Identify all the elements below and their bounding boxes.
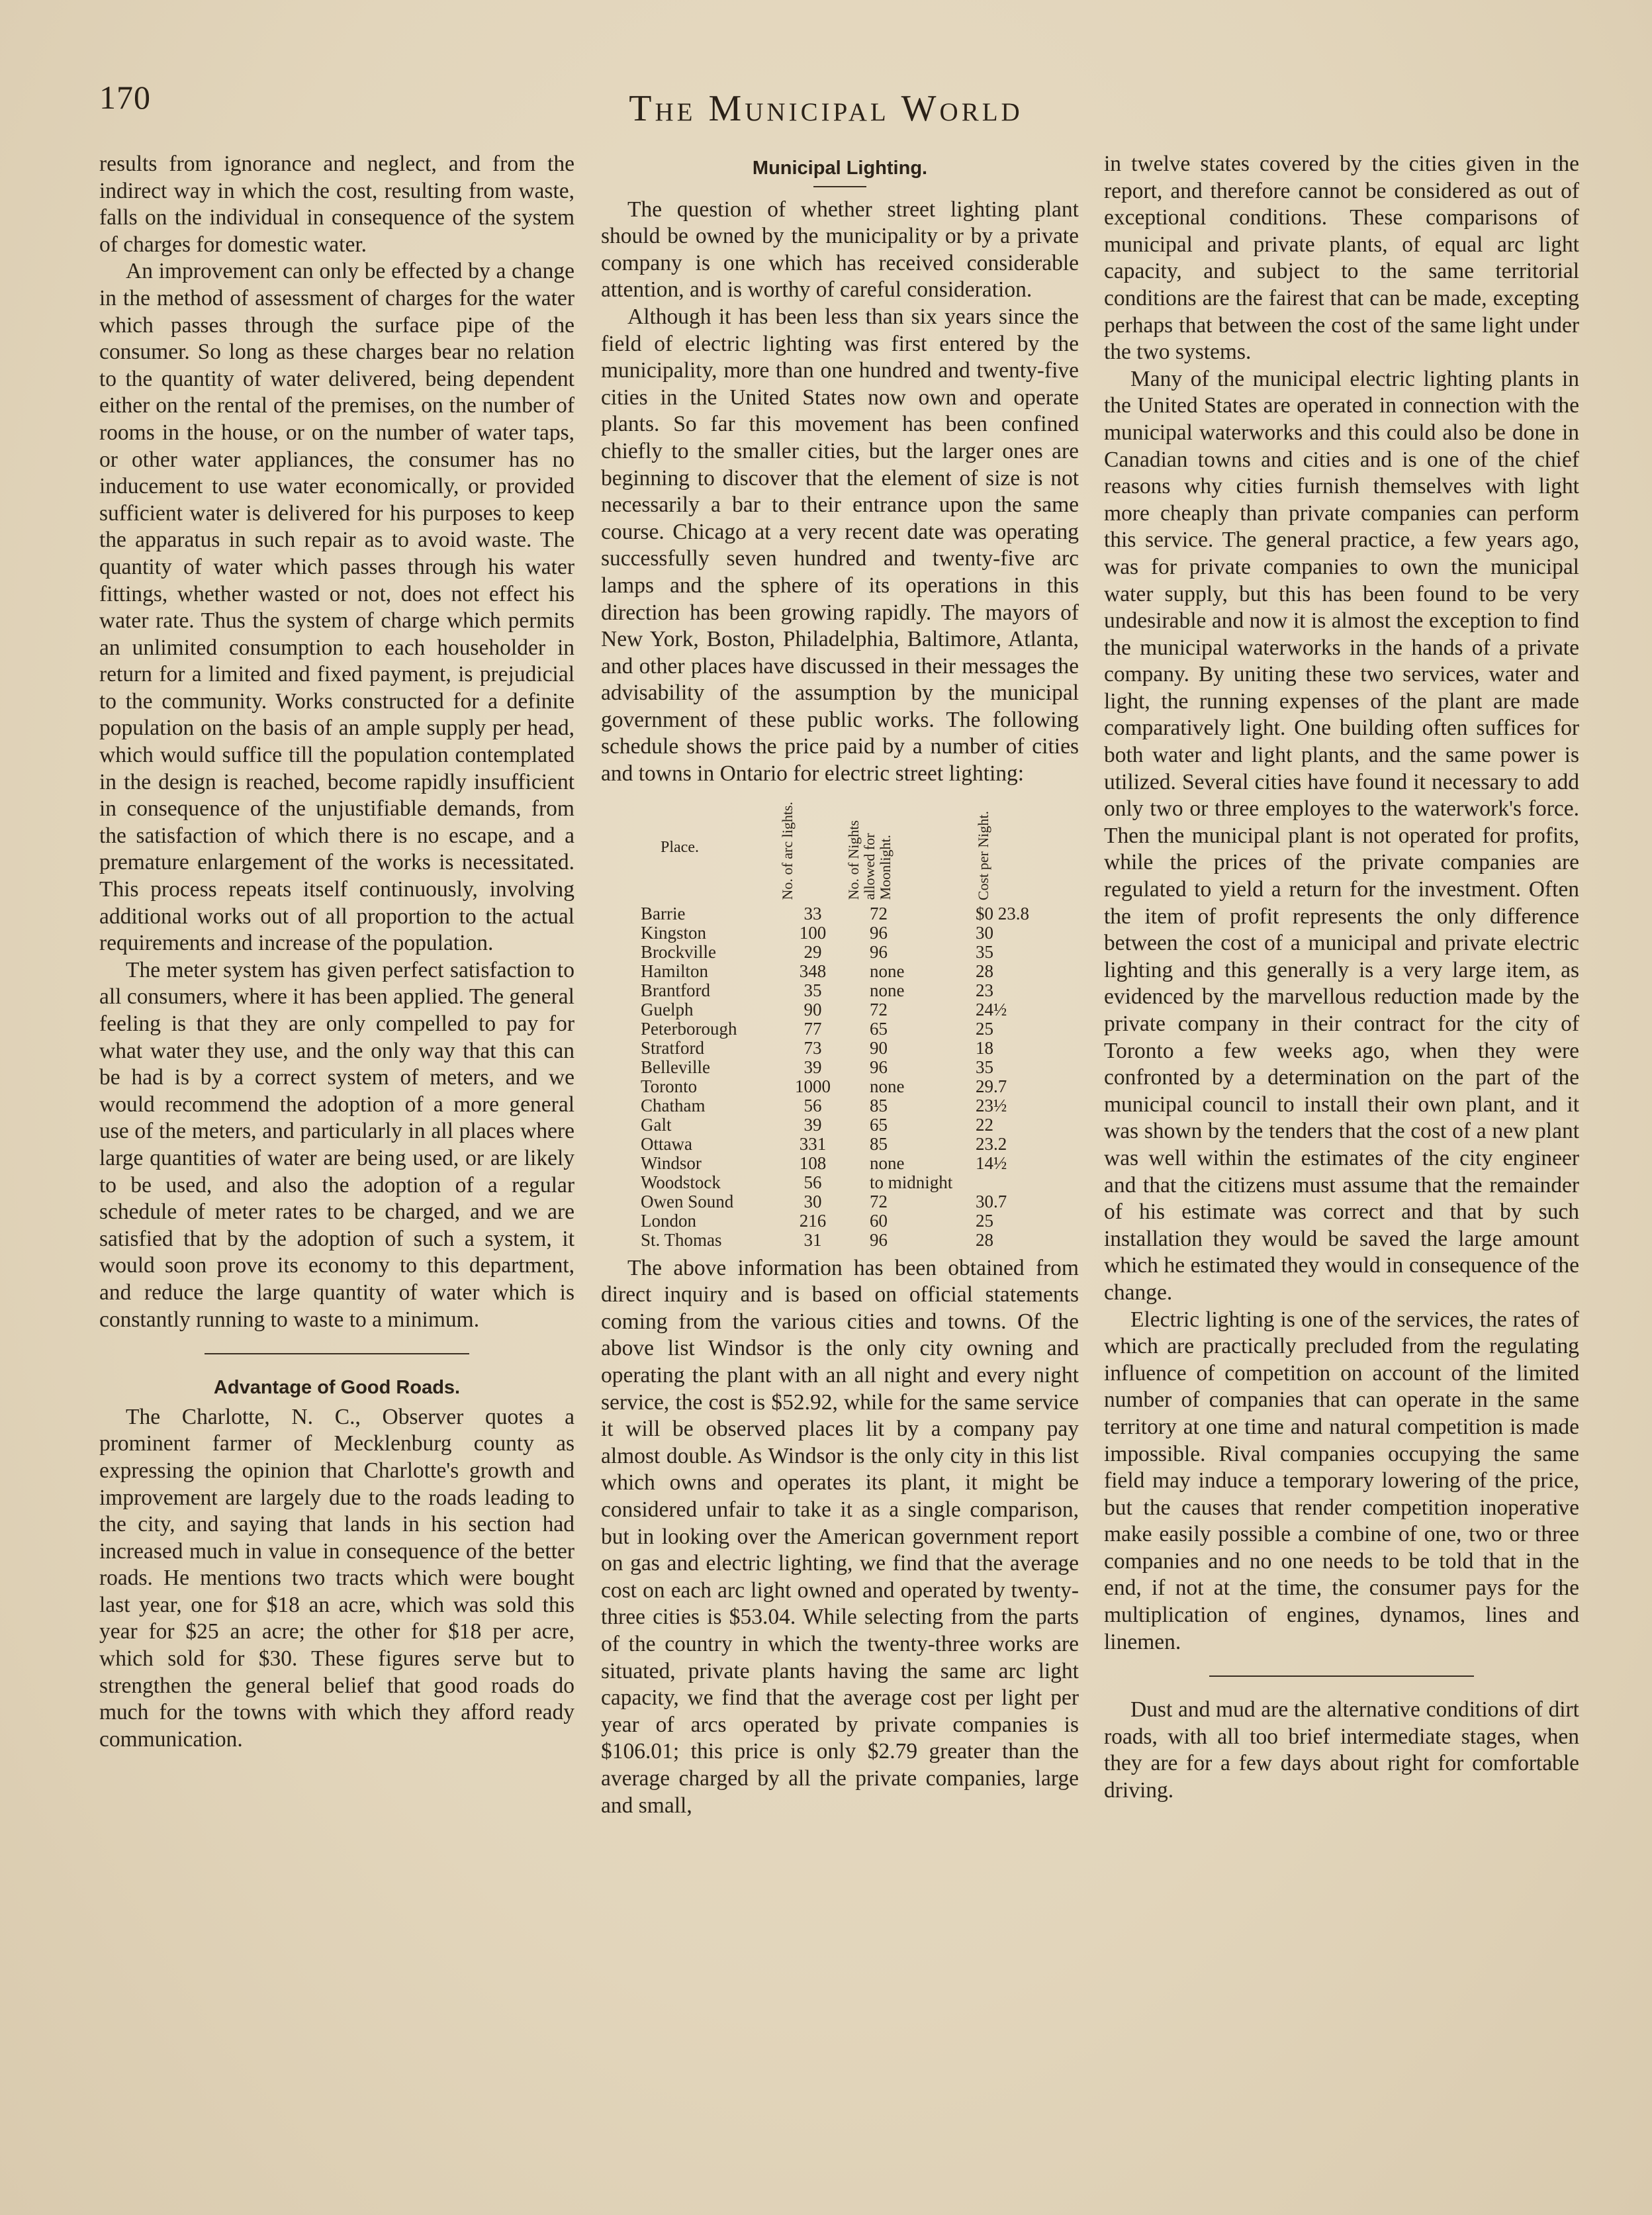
cell-cost: 29.7 (976, 1076, 1007, 1096)
cell-place: Barrie (641, 903, 686, 923)
cell-place: Chatham (641, 1095, 706, 1115)
cell-place: Brockville (641, 941, 716, 962)
article-paragraph: An improvement can only be effected by a change in the method of assessment of charges for the water which passes through the surface pipe of the consumer. So long as these charges bear no relation to the quantity of water delivered, being dependent either on the rental of the premises, on the number of rooms in the house, or on the number of water taps, or other water appliances, the consumer has no inducement to use water economically, or provided sufficient water is delivered for his purposes to keep the apparatus in such repair as to avoid waste. The quantity of water which passes through his water fittings, whether wasted or not, does not effect his water rate. Thus the system of charge which permits an unlimited consumption to each householder in return for a limited and fixed payment, is prejudicial to the community. Works constructed for a definite population on the basis of an ample supply per head, which would suffice till the population contemplated in the design is reached, become rapidly insufficient in consequence of the unjustifiable demands, from the satisfaction of which there is no escape, and a premature enlargement of the works is necessitated. This process repeats itself continuously, involving additional works out of all proportion to the actual requirements and increase of the population. (99, 259, 574, 956)
cell-place: Guelph (641, 999, 694, 1019)
cell-moonlight-nights: 96 (870, 1057, 888, 1077)
left-column (99, 151, 574, 1753)
cell-arc-lights: 35 (803, 980, 822, 1000)
cell-arc-lights: 39 (803, 1057, 822, 1077)
table-row (601, 1019, 1079, 1039)
table-row (601, 943, 1079, 962)
cell-cost: 35 (976, 941, 993, 962)
cell-arc-lights: 56 (803, 1095, 822, 1115)
article-paragraph: Electric lighting is one of the services, the rates of which are practically precluded from the regulating influence of competition on account of the limited number of companies that can operate in the same territory at one time and natural competition is made impossible. Rival companies occupying the same field may induce a temporary lowering of the price, but the causes that render competition inoperative make easily possible a combine of one, two or three companies and no one needs to be told that in the end, if not at the time, the consumer pays for the multiplication of engines, dynamos, lines and linemen. (1104, 1307, 1579, 1654)
section-divider (205, 1353, 469, 1354)
article-paragraph: in twelve states covered by the cities given in the report, and therefore cannot be considered as out of exceptional conditions. These comparisons of municipal and private plants, of equal arc light capacity, and subject to the same territorial conditions are the fairest that can be made, excepting perhaps that between the cost of the same light under the two systems. (1104, 152, 1579, 365)
cell-arc-lights: 73 (803, 1037, 822, 1058)
cell-arc-lights: 30 (803, 1191, 822, 1211)
cell-moonlight-nights: 85 (870, 1095, 888, 1115)
cell-moonlight-nights: 65 (870, 1114, 888, 1135)
cell-place: Toronto (641, 1076, 698, 1096)
cell-cost: 18 (976, 1037, 993, 1058)
cell-cost: 22 (976, 1114, 993, 1135)
cell-arc-lights: 31 (803, 1229, 822, 1250)
cell-moonlight-nights: 72 (870, 903, 888, 923)
table-row (601, 1231, 1079, 1250)
cell-place: Owen Sound (641, 1191, 734, 1211)
cell-arc-lights: 33 (803, 903, 822, 923)
cell-moonlight-nights: to midnight (870, 1172, 953, 1192)
article-paragraph: Dust and mud are the alternative conditions of dirt roads, with all too brief intermediate stages, when they are for a few days about right for comfortable driving. (1104, 1697, 1579, 1803)
section-divider (1209, 1675, 1474, 1677)
table-row (601, 1154, 1079, 1173)
heading-rule (813, 186, 866, 187)
table-row (601, 1192, 1079, 1211)
cell-cost: 24½ (976, 999, 1007, 1019)
cell-moonlight-nights: 72 (870, 999, 888, 1019)
page-number: 170 (99, 79, 151, 116)
article-paragraph: The meter system has given perfect satisfaction to all consumers, where it has been applied. The general feeling is that they are only compelled to pay for what water they use, and the only way that this can be had is by a correct system of meters, and we would recommend the adoption of a more general use of the meters, and particularly in all places where large quantities of water are being used, or are likely to be used, and also the adoption of a regular schedule of meter rates to be charged, and we are satisfied that by the adoption of such a system, it would soon prove its economy to this department, and reduce the large quantity of water which is constantly running to waste to a minimum. (99, 957, 574, 1332)
cell-cost: 28 (976, 961, 993, 981)
cell-arc-lights: 331 (799, 1133, 827, 1154)
roads-heading: Advantage of Good Roads. (213, 1377, 461, 1399)
cell-moonlight-nights: 96 (870, 941, 888, 962)
cell-moonlight-nights: 72 (870, 1191, 888, 1211)
cell-moonlight-nights: 96 (870, 922, 888, 943)
cell-cost: 25 (976, 1210, 993, 1231)
table-header-row (601, 792, 1079, 904)
lighting-table (601, 792, 1079, 1250)
cell-moonlight-nights: none (870, 1076, 905, 1096)
cell-moonlight-nights: 90 (870, 1037, 888, 1058)
table-row (601, 1173, 1079, 1192)
cell-place: Kingston (641, 922, 707, 943)
article-paragraph: The question of whether street lighting plant should be owned by the municipality or by a private company is one which has received considerable attention, and is worthy of careful consideration. (601, 197, 1079, 303)
cell-cost (976, 1173, 1079, 1192)
cell-cost: 30.7 (976, 1191, 1007, 1211)
cell-place: Brantford (641, 980, 710, 1000)
cell-place: St. Thomas (641, 1229, 722, 1250)
header-arc-lights: No. of arc lights. (779, 802, 796, 900)
cell-arc-lights: 56 (803, 1172, 822, 1192)
article-paragraph: Many of the municipal electric lighting plants in the United States are operated in connection with the municipal waterworks and this could also be done in Canadian towns and cities and is one of the chief reasons why cities furnish themselves with light more cheaply than private companies can perform this service. The general practice, a few years ago, was for private companies to own the municipal water supply, but this has been found to be very undesirable and now it is almost the exception to find the municipal waterworks in the hands of a private company. By uniting these two services, water and light, the running expenses of the plant are made comparatively light. One building often suffices for both water and light plants, and the same power is utilized. Several cities have found it necessary to add only two or three employes to the waterwork's force. Then the municipal plant is not operated for profits, while the prices of the private companies are regulated to yield a return for the investment. Often the item of profit represents the only difference between the cost of a municipal and private electric lighting and this generally is a very large item, as evidenced by the marvellous reduction made by the private company in their contract for the city of Toronto a few weeks ago, when they were confronted by a determination on the part of the municipal council to install their own plant, and it was shown by the tenders that the cost of a new plant was well within the estimates of the city engineer and that the citizens must assume that the remainder of his estimate was correct and that by such installation they would be saved the large amount which he estimated they would in consequence of the change. (1104, 366, 1579, 1305)
cell-arc-lights: 39 (803, 1114, 822, 1135)
cell-place: Woodstock (641, 1172, 721, 1192)
table-row (601, 1039, 1079, 1058)
cell-place: Peterborough (641, 1018, 737, 1039)
masthead-title: The Municipal World (629, 88, 1023, 129)
cell-place: Windsor (641, 1153, 702, 1173)
article-paragraph: The Charlotte, N. C., Observer quotes a prominent farmer of Mecklenburg county as expressing the opinion that Charlotte's growth and improvement are largely due to the roads leading to the city, and saying that lands in his section had increased much in value in consequence of the better roads. He mentions two tracts which were bought last year, one for $18 an acre, which was sold this year for $25 an acre; the other for $18 per acre, which sold for $30. These figures serve but to strengthen the general belief that good roads do much for the towns with which they afford ready communication. (99, 1404, 574, 1752)
cell-cost: 23½ (976, 1095, 1007, 1115)
table-row (601, 923, 1079, 943)
cell-arc-lights: 1000 (795, 1076, 831, 1096)
table-body (601, 904, 1079, 1250)
header-place: Place. (661, 839, 699, 857)
cell-cost: 25 (976, 1018, 993, 1039)
cell-place: London (641, 1210, 696, 1231)
cell-place: Galt (641, 1114, 672, 1135)
article-paragraph: results from ignorance and neglect, and from the indirect way in which the cost, resulting from waste, falls on the individual in consequence of the system of charges for domestic water. (99, 152, 574, 257)
cell-cost: 23 (976, 980, 993, 1000)
middle-column (601, 151, 1079, 1819)
cell-moonlight-nights: 60 (870, 1210, 888, 1231)
cell-cost: $0 23.8 (976, 903, 1029, 923)
cell-moonlight-nights: 85 (870, 1133, 888, 1154)
cell-arc-lights: 348 (799, 961, 827, 981)
table-row (601, 962, 1079, 981)
article-paragraph: The above information has been obtained from direct inquiry and is based on official statements coming from the various cities and towns. Of the above list Windsor is the only city owning and operating the plant with an all night and every night service, the cost is $52.92, while for the same service it will be observed places lit by a company pay almost double. As Windsor is the only city in this list which owns and operates its plant, it might be considered unfair to take it as a single comparison, but in looking over the American government report on gas and electric lighting, we find that the average cost on each arc light owned and operated by twenty-three cities is $53.04. While selecting from the parts of the country in which the twenty-three works are situated, private plants having the same arc light capacity, we find that the average cost per light per year of arcs operated by private companies is $106.01; this price is only $2.79 greater than the average charged by all the private companies, large and small, (601, 1255, 1079, 1818)
table-row (601, 1077, 1079, 1096)
lighting-heading: Municipal Lighting. (752, 158, 928, 179)
cell-cost: 28 (976, 1229, 993, 1250)
cell-moonlight-nights: none (870, 961, 905, 981)
table-row (601, 904, 1079, 923)
table-row (601, 1096, 1079, 1115)
cell-cost: 35 (976, 1057, 993, 1077)
cell-arc-lights: 77 (803, 1018, 822, 1039)
table-row (601, 981, 1079, 1000)
cell-arc-lights: 108 (799, 1153, 827, 1173)
cell-arc-lights: 100 (799, 922, 827, 943)
cell-cost: 14½ (976, 1153, 1007, 1173)
cell-place: Belleville (641, 1057, 710, 1077)
header-moonlight-nights: No. of Nights allowed for Moonlight. (845, 820, 894, 900)
table-row (601, 1135, 1079, 1154)
cell-place: Stratford (641, 1037, 704, 1058)
table-row (601, 1000, 1079, 1019)
header-cost-per-night: Cost per Night. (975, 810, 991, 900)
cell-place: Hamilton (641, 961, 708, 981)
article-paragraph: Although it has been less than six years since the field of electric lighting was first entered by the municipality, more than one hundred and twenty-five cities in the United States now own and operate plants. So far this movement has been confined chiefly to the smaller cities, but the larger ones are beginning to discover that the element of size is not necessarily a bar to their entrance upon the same course. Chicago at a very recent date was operating successfully seven hundred and twenty-five arc lamps and the sphere of its operations in this direction has been growing rapidly. The mayors of New York, Boston, Philadelphia, Baltimore, Atlanta, and other places have discussed in their messages the advisability of the assumption by the municipal government of these public works. The following schedule shows the price paid by a number of cities and towns in Ontario for electric street lighting: (601, 304, 1079, 786)
cell-place: Ottawa (641, 1133, 692, 1154)
cell-moonlight-nights: 65 (870, 1018, 888, 1039)
cell-cost: 30 (976, 922, 993, 943)
table-row (601, 1211, 1079, 1231)
table-row (601, 1058, 1079, 1077)
cell-moonlight-nights: none (870, 1153, 905, 1173)
right-column (1104, 151, 1579, 1805)
cell-cost: 23.2 (976, 1133, 1007, 1154)
cell-arc-lights: 90 (803, 999, 822, 1019)
cell-moonlight-nights: 96 (870, 1229, 888, 1250)
cell-arc-lights: 216 (799, 1210, 827, 1231)
cell-moonlight-nights: none (870, 980, 905, 1000)
table-row (601, 1115, 1079, 1135)
cell-arc-lights: 29 (803, 941, 822, 962)
